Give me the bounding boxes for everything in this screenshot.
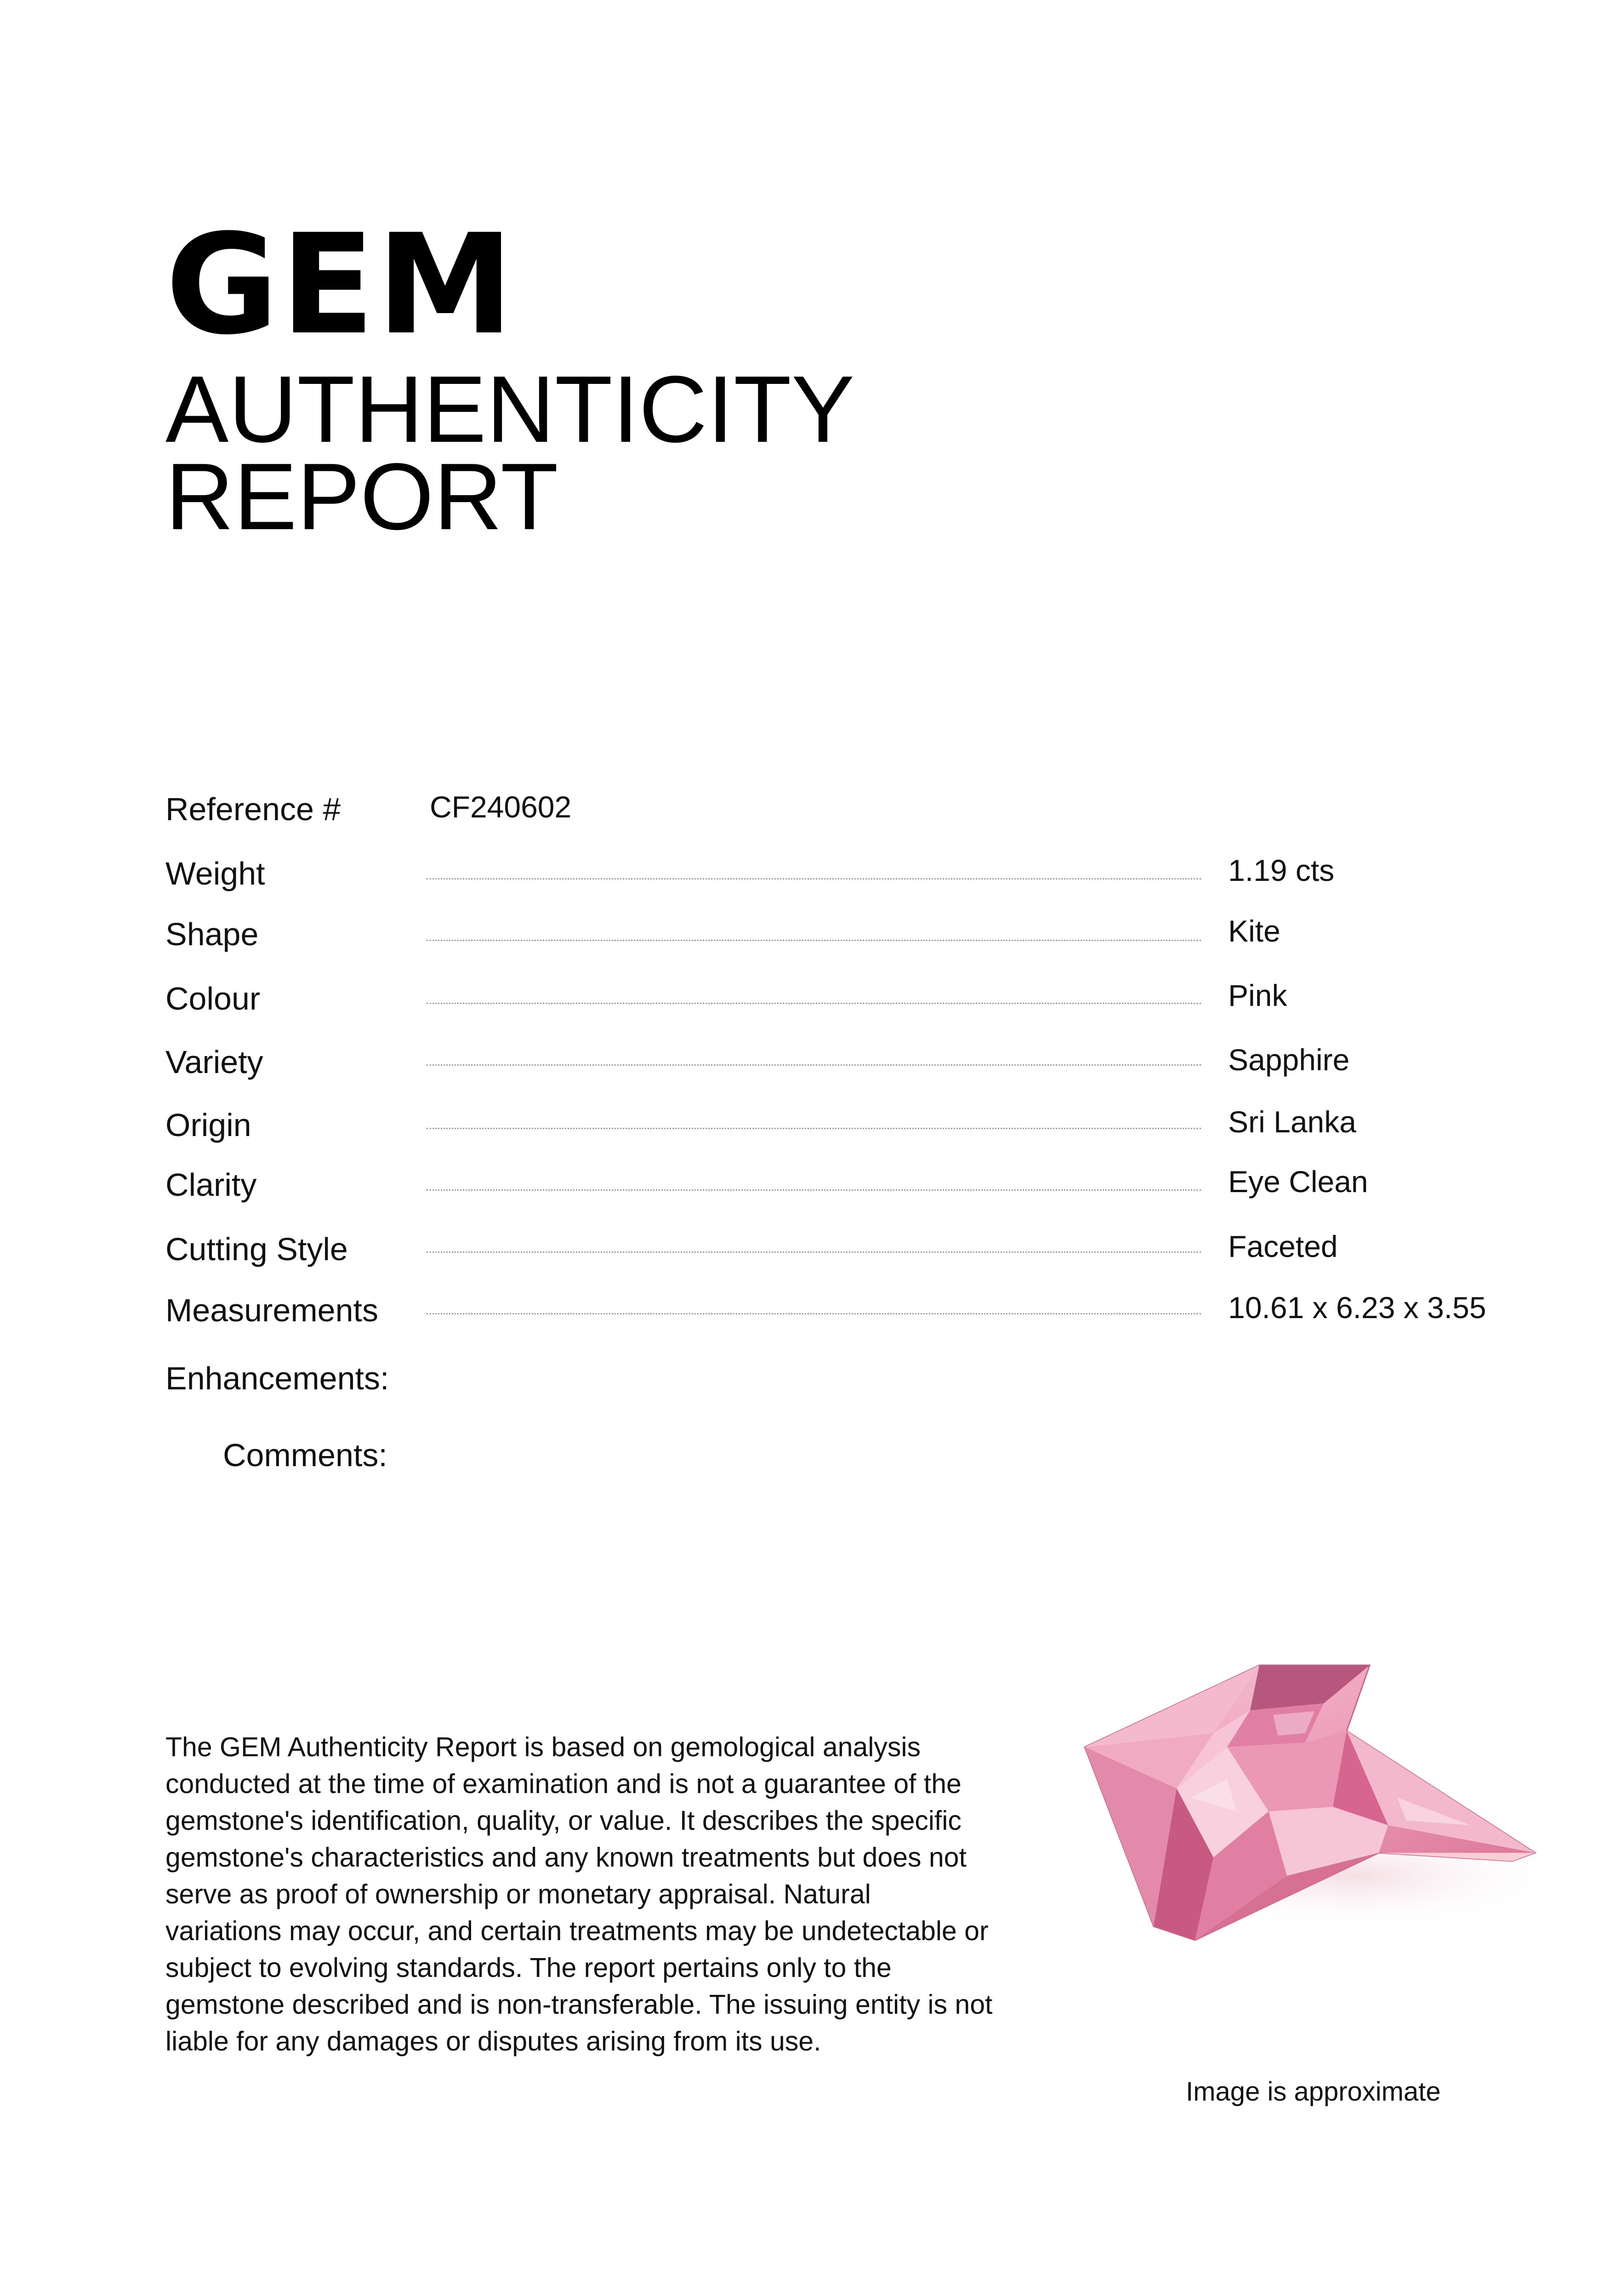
spec-label: Variety (165, 1044, 263, 1080)
spec-value: 1.19 cts (1228, 853, 1335, 887)
spec-value: 10.61 x 6.23 x 3.55 (1228, 1291, 1486, 1325)
spec-value: Sri Lanka (1228, 1105, 1356, 1139)
reference-value: CF240602 (430, 790, 572, 824)
spec-value: Kite (1228, 914, 1281, 948)
subtitle-line-1: AUTHENTICITY (165, 356, 855, 462)
spec-label: Shape (165, 916, 259, 952)
spec-leader-dots (427, 1251, 1201, 1253)
disclaimer-text: The GEM Authenticity Report is based on gemological analysis conducted at the time of examination and is not a guarantee of the gemstone's identification, quality, or value. It describes the specific gemstone's characteristics and any known treatments but does not serve as proof of ownership or monetary appraisal. Natural variations may occur, and certain treatments may be undetectable or subject to evolving standards. The report pertains only to the gemstone described and is non-transferable. The issuing entity is not liable for any damages or disputes arising from its use. (165, 1732, 993, 2056)
spec-leader-dots (427, 1128, 1201, 1129)
comments-label: Comments: (223, 1437, 387, 1473)
spec-leader-dots (427, 1313, 1201, 1314)
spec-value: Eye Clean (1228, 1165, 1368, 1199)
enhancements-label: Enhancements: (165, 1360, 389, 1396)
reference-label: Reference # (165, 791, 341, 827)
image-caption: Image is approximate (1186, 2077, 1441, 2107)
spec-leader-dots (427, 878, 1201, 880)
spec-leader-dots (427, 940, 1201, 941)
spec-leader-dots (427, 1064, 1201, 1066)
spec-value: Sapphire (1228, 1043, 1350, 1077)
pink-kite-sapphire-image (1076, 1660, 1554, 1959)
spec-label: Clarity (165, 1167, 257, 1203)
spec-label: Colour (165, 981, 261, 1017)
spec-label: Weight (165, 856, 265, 891)
spec-label: Cutting Style (165, 1231, 348, 1267)
spec-leader-dots (427, 1003, 1201, 1004)
report-subtitle (165, 356, 855, 549)
spec-label: Origin (165, 1107, 251, 1143)
subtitle-line-2: REPORT (165, 444, 558, 549)
spec-value: Pink (1228, 978, 1287, 1012)
spec-leader-dots (427, 1189, 1201, 1191)
report-brand-title: GEM (165, 205, 516, 365)
spec-label: Measurements (165, 1292, 378, 1328)
spec-value: Faceted (1228, 1229, 1338, 1263)
gem-illustration (1076, 1660, 1554, 1959)
